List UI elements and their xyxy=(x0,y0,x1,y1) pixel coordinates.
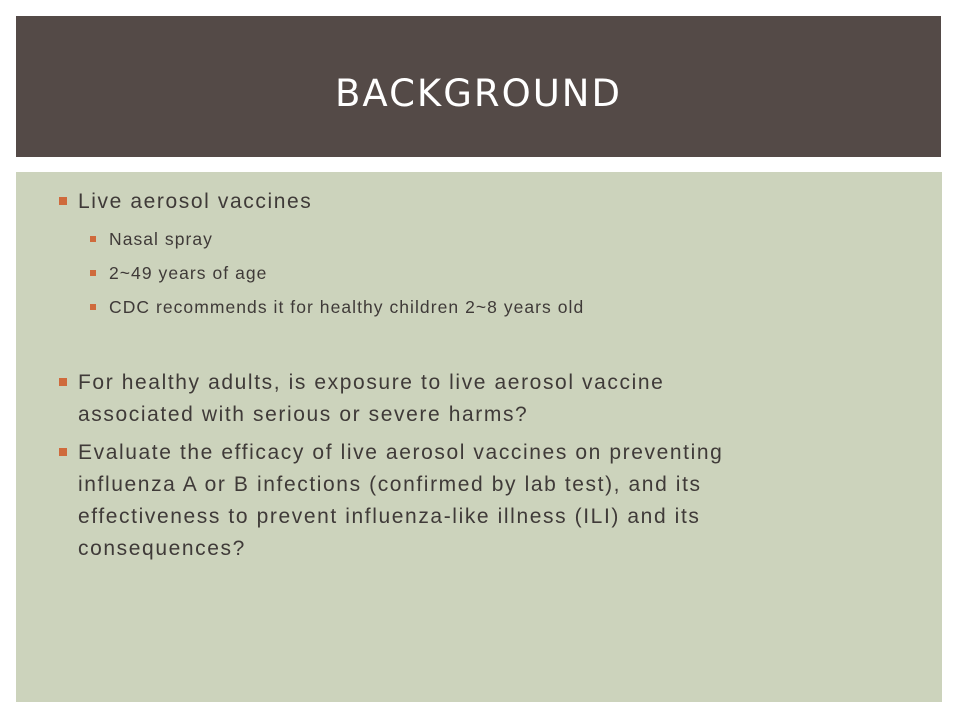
bullet-text-line-1: For healthy adults, is exposure to live aerosol vaccine xyxy=(78,371,665,394)
bullet-text-line-1: Evaluate the efficacy of live aerosol vaccines on preventing xyxy=(78,441,724,464)
bullet-text-line-3: effectiveness to prevent influenza-like illness (ILI) and its xyxy=(78,505,701,528)
bullet-marker-icon xyxy=(59,197,67,205)
slide-title: BACKGROUND xyxy=(335,72,622,115)
content-panel xyxy=(16,172,942,702)
sub-bullet-text: Nasal spray xyxy=(109,229,213,249)
bullet-text: Live aerosol vaccines xyxy=(78,190,313,213)
bullet-marker-icon xyxy=(59,448,67,456)
sub-bullet-marker-icon xyxy=(90,236,96,242)
title-bar xyxy=(16,16,941,157)
sub-bullet-text: CDC recommends it for healthy children 2~8 years old xyxy=(109,297,585,317)
sub-bullet-marker-icon xyxy=(90,270,96,276)
bullet-marker-icon xyxy=(59,378,67,386)
bullet-text-line-4: consequences? xyxy=(78,537,246,560)
bullet-text-line-2: influenza A or B infections (confirmed by lab test), and its xyxy=(78,473,702,496)
sub-bullet-text: 2~49 years of age xyxy=(109,263,268,283)
sub-bullet-marker-icon xyxy=(90,304,96,310)
bullet-text-line-2: associated with serious or severe harms? xyxy=(78,403,529,426)
